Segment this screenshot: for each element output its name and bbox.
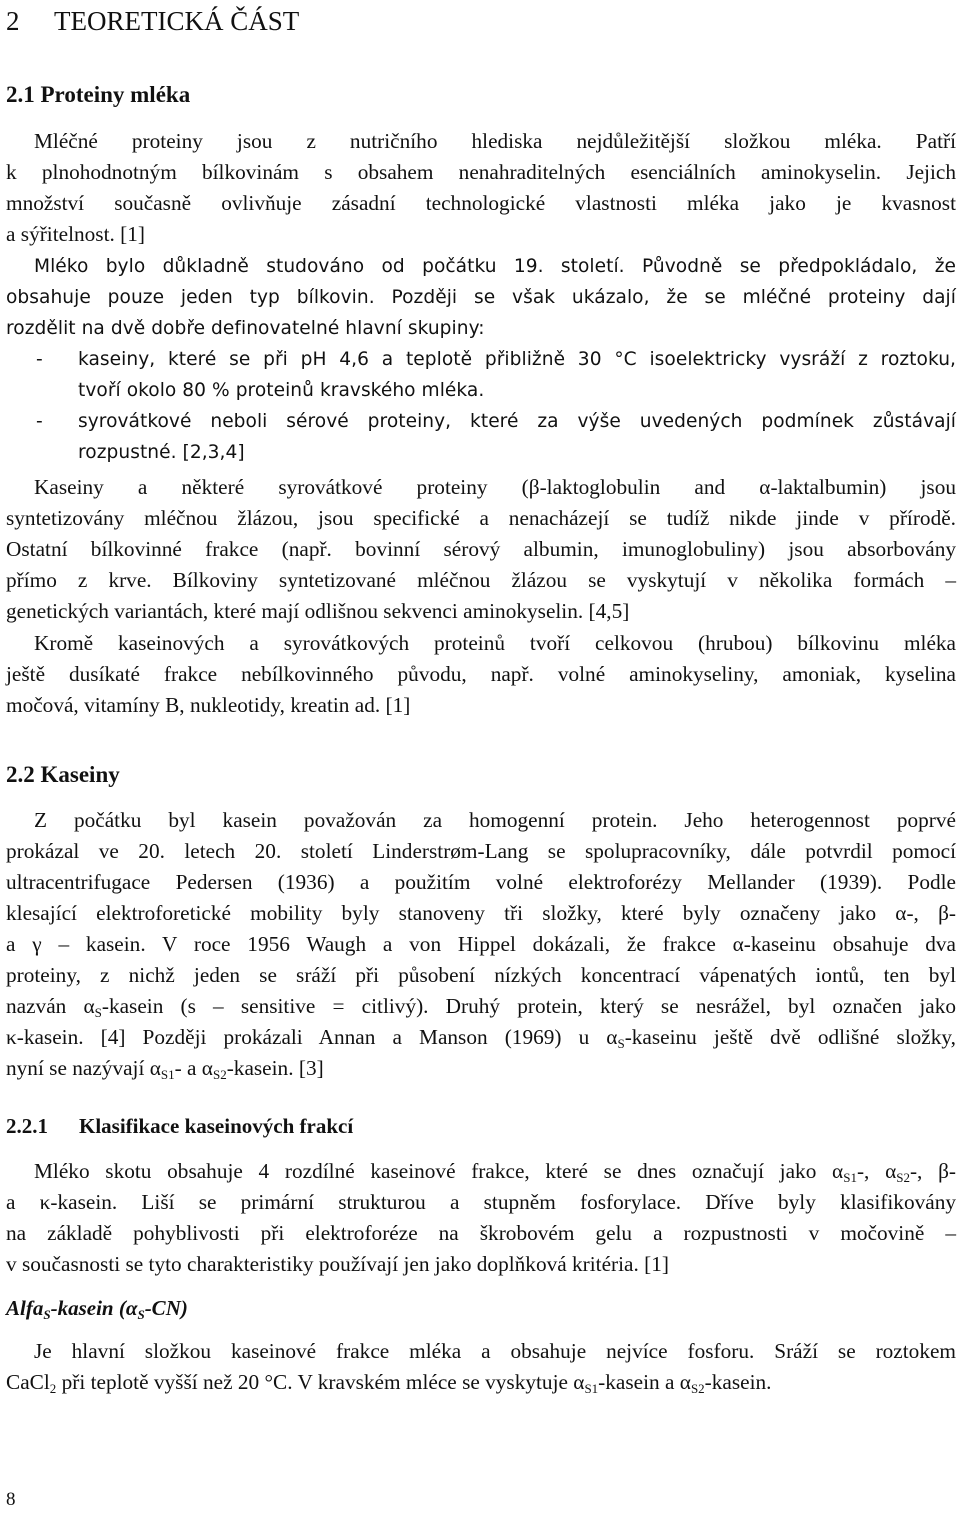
paragraph-proteins-intro xyxy=(6,126,956,250)
subscript: S1 xyxy=(160,1067,175,1082)
text-run: CaCl xyxy=(6,1370,50,1394)
text-run: - a α xyxy=(174,1056,213,1080)
text-line: genetických variantách, které mají odlišnou sekvenci aminokyselin. [4,5] xyxy=(6,599,630,623)
text-line: Ostatní bílkovinné frakce (např. bovinní sérový albumin, imunoglobuliny) jsou absorbovány xyxy=(6,537,956,561)
paragraph-nitrogen-fractions xyxy=(6,628,956,721)
bullet-item-whey xyxy=(6,406,956,437)
text-line: Z počátku byl kasein považován za homogenní protein. Jeho heterogennost poprvé xyxy=(34,808,956,832)
bullet-continuation: rozpustné. [2,3,4] xyxy=(78,442,245,463)
text-run: -, α xyxy=(856,1159,897,1183)
section-heading-2-1: 2.1 Proteiny mléka xyxy=(6,82,191,107)
subscript: S2 xyxy=(212,1067,227,1082)
text-line: na základě pohyblivosti při elektroforéze na škrobovém gelu a rozpustnosti v močovině – xyxy=(6,1221,956,1245)
text-run: -CN) xyxy=(144,1296,188,1320)
text-line: obsahuje pouze jeden typ bílkovin. Později se však ukázalo, že se mléčné proteiny dají xyxy=(6,287,956,308)
text-line: Kaseiny a některé syrovátkové proteiny (β-laktoglobulin and α-laktalbumin) jsou xyxy=(34,475,956,499)
text-run: -kasein. xyxy=(704,1370,772,1394)
text-line xyxy=(6,1022,956,1053)
chapter-heading xyxy=(6,4,299,38)
subscript: S2 xyxy=(690,1381,705,1396)
bullet-text: syrovátkové neboli sérové proteiny, které za výše uvedených podmínek zůstávají xyxy=(78,411,956,432)
text-line: a γ – kasein. V roce 1956 Waugh a von Hippel dokázali, že frakce α-kaseinu obsahuje dva xyxy=(6,932,956,956)
text-line: a sýřitelnost. [1] xyxy=(6,222,145,246)
text-line: v současnosti se tyto charakteristiky používají jen jako doplňková kritéria. [1] xyxy=(6,1252,669,1276)
subscript: 2 xyxy=(49,1381,57,1396)
section-title: Klasifikace kaseinových frakcí xyxy=(79,1114,354,1138)
subheading-alfa-s-casein xyxy=(6,1294,188,1322)
text-run: nazván α xyxy=(6,994,95,1018)
subscript: S xyxy=(617,1036,625,1051)
text-line xyxy=(6,1053,956,1084)
text-line: prokázal ve 20. letech 20. století Linderstrøm-Lang se spolupracovníky, dále potvrdil pomocí xyxy=(6,839,956,863)
text-run: Alfa xyxy=(6,1296,44,1320)
section-heading-2-2: 2.2 Kaseiny xyxy=(6,762,120,787)
text-line xyxy=(6,1367,956,1398)
section-number: 2.2.1 xyxy=(6,1114,48,1138)
text-line: rozdělit na dvě dobře definovatelné hlavní skupiny: xyxy=(6,318,485,339)
text-line: Mléko bylo důkladně studováno od počátku 19. století. Původně se předpokládalo, že xyxy=(34,256,956,277)
bullet-continuation: tvoří okolo 80 % proteinů kravského mléka. xyxy=(78,380,485,401)
text-run: κ-kasein. [4] Později prokázali Annan a Manson (1969) u α xyxy=(6,1025,618,1049)
paragraph-casein-fractions xyxy=(6,1156,956,1280)
text-line: syntetizovány mléčnou žlázou, jsou specifické a nenacházejí se tudíž nikde jinde v přírodě. xyxy=(6,506,956,530)
text-line: klesající elektroforetické mobility byly stanoveny tři složky, které byly označeny jako α-, β- xyxy=(6,901,956,925)
subscript: S xyxy=(43,1307,51,1322)
subscript: S1 xyxy=(843,1170,857,1185)
text-run: -, β- xyxy=(909,1159,957,1183)
text-run: Mléko skotu obsahuje 4 rozdílné kaseinové frakce, které se dnes označují jako α xyxy=(34,1159,844,1183)
text-line: k plnohodnotným bílkovinám s obsahem nenahraditelných esenciálních aminokyselin. Jejich xyxy=(6,160,956,184)
text-line: ještě dusíkaté frakce nebílkovinného původu, např. volné aminokyseliny, amoniak, kyselina xyxy=(6,662,956,686)
text-line: Je hlavní složkou kaseinové frakce mléka a obsahuje nejvíce fosforu. Sráží se roztokem xyxy=(34,1339,956,1363)
text-line xyxy=(6,991,956,1022)
text-line: přímo z krve. Bílkoviny syntetizované mléčnou žlázou se vyskytují v několika formách – xyxy=(6,568,956,592)
bullet-text: kaseiny, které se při pH 4,6 a teplotě přibližně 30 °C isoelektricky vysráží z roztoku, xyxy=(78,349,956,370)
subscript: S xyxy=(94,1005,102,1020)
text-line: a κ-kasein. Liší se primární strukturou a stupněm fosforylace. Dříve byly klasifikovány xyxy=(6,1190,956,1214)
paragraph-alfa-s-casein xyxy=(6,1336,956,1398)
chapter-title: TEORETICKÁ ČÁST xyxy=(54,6,300,36)
text-run: nyní se nazývají α xyxy=(6,1056,161,1080)
section-heading-2-2-1 xyxy=(6,1112,353,1140)
text-run: -kasein a α xyxy=(598,1370,691,1394)
text-run: -kasein (α xyxy=(50,1296,138,1320)
text-line: ultracentrifugace Pedersen (1936) a použitím volné elektroforézy Mellander (1939). Podle xyxy=(6,870,956,894)
bullet-item-caseins xyxy=(6,344,956,375)
chapter-number: 2 xyxy=(6,6,20,36)
text-run: -kaseinu ještě dvě odlišné složky, xyxy=(624,1025,956,1049)
text-line xyxy=(6,1156,956,1187)
subscript: S xyxy=(137,1307,145,1322)
text-line: proteiny, z nichž jeden se sráží při působení nízkých koncentrací vápenatých iontů, ten byl xyxy=(6,963,956,987)
paragraph-history xyxy=(6,251,956,468)
paragraph-caseins-whey xyxy=(6,472,956,627)
text-line: močová, vitamíny B, nukleotidy, kreatin ad. [1] xyxy=(6,693,411,717)
text-line: Kromě kaseinových a syrovátkových proteinů tvoří celkovou (hrubou) bílkovinu mléka xyxy=(34,631,956,655)
text-run: -kasein. [3] xyxy=(226,1056,324,1080)
page-number: 8 xyxy=(6,1489,16,1510)
subscript: S2 xyxy=(896,1170,910,1185)
text-line: množství současně ovlivňuje zásadní technologické vlastnosti mléka jako je kvasnost xyxy=(6,191,956,215)
bullet-dash: - xyxy=(36,411,43,432)
text-run: -kasein (s – sensitive = citlivý). Druhý protein, který se nesrážel, byl označen jako xyxy=(101,994,956,1018)
text-run: při teplotě vyšší než 20 °C. V kravském mléce se vyskytuje α xyxy=(56,1370,585,1394)
bullet-dash: - xyxy=(36,349,43,370)
subscript: S1 xyxy=(584,1381,599,1396)
paragraph-casein-heterogeneity xyxy=(6,805,956,1084)
text-line: Mléčné proteiny jsou z nutričního hlediska nejdůležitější složkou mléka. Patří xyxy=(34,129,956,153)
